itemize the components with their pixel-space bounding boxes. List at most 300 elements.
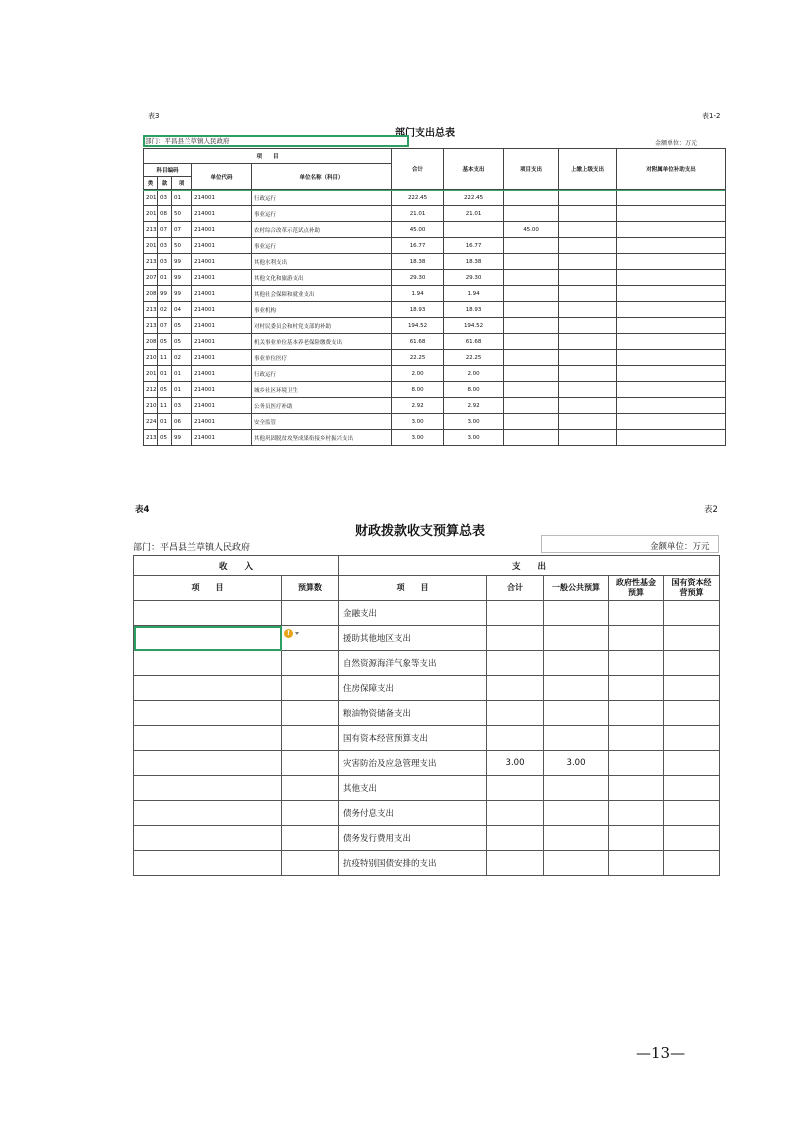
table4-cell-in-project[interactable] [134,801,282,826]
table3-unit: 金额单位：万元 [655,140,698,147]
table3-cell-subsidy[interactable] [617,302,726,318]
table4-row [134,651,720,676]
table3-cell-kuan[interactable]: 01 [158,366,172,382]
table3-header-kuan: 款 [158,177,172,190]
table4-cell-in-budget[interactable] [282,801,339,826]
table3-cell-total[interactable]: 1.94 [392,286,444,302]
table4-cell-in-budget[interactable] [282,851,339,876]
warning-icon[interactable]: ! [284,629,293,638]
table3-row [144,382,726,398]
table3-cell-upper[interactable] [559,254,617,270]
table4-cell-ex-total[interactable] [487,726,544,751]
table3-cell-lei[interactable]: 213 [144,302,158,318]
table3-cell-xiang[interactable]: 50 [172,206,192,222]
table4-cell-in-budget[interactable] [282,651,339,676]
table3-cell-unit-code[interactable]: 214001 [192,254,252,270]
table3-cell-basic[interactable] [444,222,504,238]
table4-cell-ex-total[interactable] [487,826,544,851]
table3-dept: 部门：平昌县兰草镇人民政府 [143,135,409,147]
table3-cell-unit-code[interactable]: 214001 [192,302,252,318]
table3-cell-unit-name[interactable]: 城乡社区环境卫生 [252,382,392,398]
table3-cell-unit-code[interactable]: 214001 [192,430,252,446]
table4-cell-in-budget[interactable] [282,826,339,851]
table3-row [144,366,726,382]
table4-header-ex-general: 一般公共预算 [544,576,609,601]
table3-header-upper: 上缴上级支出 [559,149,617,190]
table3-cell-xiang[interactable]: 99 [172,430,192,446]
table4-title: 财政拨款收支预算总表 [355,524,486,539]
table4-cell-ex-project[interactable]: 住房保障支出 [339,676,487,701]
table3-cell-upper[interactable] [559,286,617,302]
table3-header-unit-code: 单位代码 [192,164,252,190]
table3-cell-subsidy[interactable] [617,222,726,238]
table3-cell-upper[interactable] [559,302,617,318]
table3-cell-basic[interactable]: 18.93 [444,302,504,318]
table3-row [144,398,726,414]
table3-cell-lei[interactable]: 208 [144,334,158,350]
table4-cell-ex-general[interactable] [544,801,609,826]
table3-cell-unit-name[interactable]: 其他巩固脱贫攻坚成果衔接乡村振兴支出 [252,430,392,446]
table4-cell-in-budget[interactable] [282,701,339,726]
table3-cell-subsidy[interactable] [617,334,726,350]
table3-cell-kuan[interactable]: 01 [158,414,172,430]
table3-cell-total[interactable]: 21.01 [392,206,444,222]
table4-header-in-budget: 预算数 [282,576,339,601]
table4-header-expense: 支 出 [339,556,720,576]
table4-cell-ex-total[interactable] [487,651,544,676]
table4-cell-ex-fund[interactable] [609,701,664,726]
table3-cell-basic[interactable]: 1.94 [444,286,504,302]
table3-cell-xiang[interactable]: 07 [172,222,192,238]
table4-cell-ex-state[interactable] [664,651,720,676]
table3-cell-subsidy[interactable] [617,414,726,430]
table4-cell-ex-project[interactable]: 债务发行费用支出 [339,826,487,851]
table3-cell-total[interactable]: 3.00 [392,430,444,446]
table3-cell-unit-code[interactable]: 214001 [192,286,252,302]
table3-cell-unit-name[interactable]: 事业机构 [252,302,392,318]
table3-cell-kuan[interactable]: 07 [158,318,172,334]
table3-cell-project-exp[interactable] [504,398,559,414]
table3-cell-project-exp[interactable] [504,430,559,446]
table3-cell-lei[interactable]: 224 [144,414,158,430]
table4-cell-ex-general[interactable] [544,651,609,676]
table4-cell-ex-fund[interactable] [609,826,664,851]
table4-cell-in-project[interactable] [134,601,282,626]
table4-cell-ex-state[interactable] [664,626,720,651]
table3-cell-total[interactable]: 18.38 [392,254,444,270]
table3-cell-project-exp[interactable] [504,286,559,302]
table3-cell-project-exp[interactable]: 45.00 [504,222,559,238]
table3-cell-total[interactable]: 16.77 [392,238,444,254]
table3-cell-subsidy[interactable] [617,318,726,334]
table4-header-income: 收 入 [134,556,339,576]
table3-cell-basic[interactable]: 29.30 [444,270,504,286]
table3-cell-project-exp[interactable] [504,366,559,382]
table4-cell-ex-project[interactable]: 灾害防治及应急管理支出 [339,751,487,776]
table3-cell-basic[interactable]: 3.00 [444,430,504,446]
table3-cell-project-exp[interactable] [504,334,559,350]
table3-cell-basic[interactable]: 21.01 [444,206,504,222]
table3-cell-total[interactable]: 29.30 [392,270,444,286]
table4-cell-ex-general[interactable] [544,851,609,876]
table4-cell-ex-total[interactable] [487,601,544,626]
table4-cell-ex-project[interactable]: 债务付息支出 [339,801,487,826]
table3-cell-unit-name[interactable]: 安全监管 [252,414,392,430]
table3-label-right: 表1-2 [702,112,721,120]
table4-cell-ex-fund[interactable] [609,626,664,651]
table4-cell-ex-fund[interactable] [609,751,664,776]
table3-cell-lei[interactable]: 213 [144,318,158,334]
table3-row [144,318,726,334]
table4-label-left: 表4 [135,505,150,515]
table3-cell-lei[interactable]: 208 [144,286,158,302]
table4-cell-in-project[interactable] [134,851,282,876]
table3-cell-unit-name[interactable]: 事业单位医疗 [252,350,392,366]
table3-cell-total[interactable]: 8.00 [392,382,444,398]
table3-cell-total[interactable]: 2.00 [392,366,444,382]
table4-cell-in-project[interactable] [134,701,282,726]
table3-cell-xiang[interactable]: 50 [172,238,192,254]
table3-cell-subsidy[interactable] [617,398,726,414]
table4-cell-ex-total[interactable] [487,801,544,826]
table4-cell-ex-fund[interactable] [609,726,664,751]
table3-cell-total[interactable]: 2.92 [392,398,444,414]
table3-cell-upper[interactable] [559,222,617,238]
table4-cell-in-project[interactable] [134,776,282,801]
table3-header-lei: 类 [144,177,158,190]
table3-cell-subsidy[interactable] [617,366,726,382]
table3-cell-subsidy[interactable] [617,430,726,446]
table3-cell-upper[interactable] [559,414,617,430]
table3-cell-project-exp[interactable] [504,270,559,286]
table4-cell-ex-project[interactable]: 粮油物资储备支出 [339,701,487,726]
table4-cell-ex-total[interactable] [487,851,544,876]
table3-cell-upper[interactable] [559,350,617,366]
table3-cell-unit-code[interactable]: 214001 [192,318,252,334]
table3-green-guide [143,190,725,191]
table3-cell-kuan[interactable]: 03 [158,238,172,254]
table3-cell-kuan[interactable]: 03 [158,190,172,206]
table3-cell-lei[interactable]: 213 [144,254,158,270]
table3 [143,148,726,446]
table3-cell-xiang[interactable]: 02 [172,350,192,366]
table4-cell-ex-general[interactable] [544,701,609,726]
table3-cell-unit-name[interactable]: 其他水利支出 [252,254,392,270]
table3-cell-unit-code[interactable]: 214001 [192,382,252,398]
table3-cell-total[interactable]: 18.93 [392,302,444,318]
table3-cell-upper[interactable] [559,382,617,398]
table3-cell-unit-code[interactable]: 214001 [192,222,252,238]
table4-cell-ex-general[interactable] [544,826,609,851]
table4-cell-in-project[interactable] [134,726,282,751]
table4-cell-ex-total[interactable] [487,701,544,726]
dropdown-arrow-icon[interactable] [295,632,299,635]
table4-cell-ex-general[interactable] [544,726,609,751]
table3-cell-xiang[interactable]: 01 [172,382,192,398]
table3-row [144,238,726,254]
table3-cell-unit-name[interactable]: 机关事业单位基本养老保险缴费支出 [252,334,392,350]
table3-cell-lei[interactable]: 201 [144,206,158,222]
table3-cell-unit-name[interactable]: 对村民委员会和村党支部的补助 [252,318,392,334]
table4-cell-ex-state[interactable] [664,676,720,701]
table3-cell-unit-name[interactable]: 其他文化和旅游支出 [252,270,392,286]
table4-cell-ex-fund[interactable] [609,776,664,801]
table3-row [144,302,726,318]
table4-row [134,626,720,651]
table3-header-project: 项 目 [144,149,392,164]
table3-cell-xiang[interactable]: 01 [172,366,192,382]
table4-cell-ex-project[interactable]: 援助其他地区支出 [339,626,487,651]
table3-cell-total[interactable]: 22.25 [392,350,444,366]
table3-cell-basic[interactable]: 2.00 [444,366,504,382]
table3-header-project-exp: 项目支出 [504,149,559,190]
table3-cell-basic[interactable]: 194.52 [444,318,504,334]
table4-header-ex-fund: 政府性基金预算 [609,576,664,601]
table4-cell-ex-state[interactable] [664,601,720,626]
table3-cell-basic[interactable]: 222.45 [444,190,504,206]
table3-cell-unit-code[interactable]: 214001 [192,206,252,222]
page-number: —13— [636,1044,686,1062]
table3-cell-total[interactable]: 222.45 [392,190,444,206]
table4-header-ex-state: 国有资本经营预算 [664,576,720,601]
table4-row [134,801,720,826]
table4-dept: 部门：平昌县兰草镇人民政府 [133,543,251,553]
table3-cell-basic[interactable]: 16.77 [444,238,504,254]
table3-cell-basic[interactable]: 18.38 [444,254,504,270]
table3-cell-basic[interactable]: 3.00 [444,414,504,430]
table3-cell-project-exp[interactable] [504,254,559,270]
table3-cell-kuan[interactable]: 01 [158,270,172,286]
table3-cell-unit-code[interactable]: 214001 [192,366,252,382]
table3-cell-kuan[interactable]: 05 [158,382,172,398]
table4-cell-ex-fund[interactable] [609,851,664,876]
table3-header-xiang: 项 [172,177,192,190]
table3-cell-unit-name[interactable]: 行政运行 [252,190,392,206]
table3-cell-upper[interactable] [559,366,617,382]
table3-cell-unit-name[interactable]: 事业运行 [252,206,392,222]
table3-cell-lei[interactable]: 201 [144,238,158,254]
table3-row [144,350,726,366]
table3-row [144,270,726,286]
table4-cell-ex-project[interactable]: 金融支出 [339,601,487,626]
table3-header-total: 合计 [392,149,444,190]
table3-cell-kuan[interactable]: 05 [158,334,172,350]
table4-row [134,601,720,626]
table3-cell-unit-code[interactable]: 214001 [192,350,252,366]
table3-cell-kuan[interactable]: 99 [158,286,172,302]
table3-cell-unit-code[interactable]: 214001 [192,334,252,350]
table4-row [134,701,720,726]
table3-cell-xiang[interactable]: 05 [172,334,192,350]
table3-cell-lei[interactable]: 207 [144,270,158,286]
table4-row [134,676,720,701]
table4-cell-ex-state[interactable] [664,801,720,826]
table4-row [134,726,720,751]
table3-cell-unit-code[interactable]: 214001 [192,238,252,254]
table4-cell-ex-general[interactable] [544,601,609,626]
table3-cell-upper[interactable] [559,270,617,286]
table4-cell-in-project[interactable] [134,651,282,676]
table3-cell-project-exp[interactable] [504,414,559,430]
table3-cell-subsidy[interactable] [617,238,726,254]
table3-cell-lei[interactable]: 213 [144,222,158,238]
table4-cell-ex-state[interactable] [664,851,720,876]
table4-row [134,826,720,851]
table3-cell-subsidy[interactable] [617,286,726,302]
table3-cell-total[interactable]: 3.00 [392,414,444,430]
table3-row [144,206,726,222]
table3-cell-lei[interactable]: 201 [144,366,158,382]
table4-cell-in-budget[interactable] [282,726,339,751]
table3-cell-project-exp[interactable] [504,302,559,318]
table4-cell-ex-total[interactable] [487,676,544,701]
table4-cell-ex-total[interactable] [487,776,544,801]
table3-cell-xiang[interactable]: 06 [172,414,192,430]
table3-cell-lei[interactable]: 212 [144,382,158,398]
table4-cell-ex-fund[interactable] [609,651,664,676]
table3-cell-xiang[interactable]: 99 [172,254,192,270]
table3-cell-subsidy[interactable] [617,382,726,398]
table4-cell-ex-general[interactable] [544,776,609,801]
table4-row [134,751,720,776]
table3-cell-kuan[interactable]: 11 [158,350,172,366]
table3-cell-xiang[interactable]: 01 [172,190,192,206]
table3-cell-upper[interactable] [559,190,617,206]
table3-cell-xiang[interactable]: 03 [172,398,192,414]
table4-cell-in-budget[interactable] [282,751,339,776]
table4-cell-in-budget[interactable] [282,676,339,701]
table4-cell-ex-total[interactable]: 3.00 [487,751,544,776]
table3-cell-upper[interactable] [559,430,617,446]
table3-cell-upper[interactable] [559,334,617,350]
table3-cell-upper[interactable] [559,318,617,334]
table3-cell-project-exp[interactable] [504,318,559,334]
table4-cell-ex-total[interactable] [487,626,544,651]
table3-header-subsidy: 对附属单位补助支出 [617,149,726,190]
table3-cell-project-exp[interactable] [504,190,559,206]
table3-header-unit-name: 单位名称（科目） [252,164,392,190]
table3-row [144,430,726,446]
table3-cell-upper[interactable] [559,398,617,414]
table3-cell-unit-code[interactable]: 214001 [192,398,252,414]
table3-cell-basic[interactable]: 2.92 [444,398,504,414]
table3-cell-upper[interactable] [559,238,617,254]
table4-cell-in-project[interactable] [134,751,282,776]
table3-cell-xiang[interactable]: 99 [172,286,192,302]
table3-cell-lei[interactable]: 210 [144,350,158,366]
table3-cell-project-exp[interactable] [504,238,559,254]
table3-cell-unit-name[interactable]: 行政运行 [252,366,392,382]
table4-cell-ex-general[interactable]: 3.00 [544,751,609,776]
table3-cell-total[interactable]: 61.68 [392,334,444,350]
table3-cell-basic[interactable]: 22.25 [444,350,504,366]
table3-cell-basic[interactable]: 61.68 [444,334,504,350]
table3-cell-xiang[interactable]: 05 [172,318,192,334]
table4-cell-ex-project[interactable]: 抗疫特别国债安排的支出 [339,851,487,876]
table3-label-left: 表3 [148,112,160,120]
table4-cell-ex-state[interactable] [664,701,720,726]
table4-row [134,851,720,876]
table3-row [144,254,726,270]
table3-cell-kuan[interactable]: 08 [158,206,172,222]
table3-cell-xiang[interactable]: 99 [172,270,192,286]
table3-cell-kuan[interactable]: 03 [158,254,172,270]
table3-cell-unit-name[interactable]: 事业运行 [252,238,392,254]
table3-cell-basic[interactable]: 8.00 [444,382,504,398]
table4-cell-ex-fund[interactable] [609,601,664,626]
table3-cell-lei[interactable]: 201 [144,190,158,206]
table3-header-code-group: 科目编码 [144,164,192,177]
table4-cell-ex-fund[interactable] [609,676,664,701]
table4-row [134,776,720,801]
table4-cell-ex-general[interactable] [544,626,609,651]
table3-cell-kuan[interactable]: 05 [158,430,172,446]
table3-cell-xiang[interactable]: 04 [172,302,192,318]
table3-cell-kuan[interactable]: 02 [158,302,172,318]
table3-cell-unit-name[interactable]: 其他社会保障和就业支出 [252,286,392,302]
table3-cell-unit-name[interactable]: 公务员医疗补助 [252,398,392,414]
table3-cell-kuan[interactable]: 07 [158,222,172,238]
table4-cell-ex-state[interactable] [664,726,720,751]
table3-cell-project-exp[interactable] [504,382,559,398]
table3-cell-unit-name[interactable]: 农村综合改革示范试点补助 [252,222,392,238]
table3-row [144,286,726,302]
table3-cell-lei[interactable]: 213 [144,430,158,446]
table4-cell-ex-project[interactable]: 国有资本经营预算支出 [339,726,487,751]
table3-row [144,190,726,206]
table3-row [144,222,726,238]
table3-cell-subsidy[interactable] [617,350,726,366]
table4-cell-in-project[interactable] [134,826,282,851]
table3-cell-total[interactable]: 45.00 [392,222,444,238]
table4-cell-ex-state[interactable] [664,826,720,851]
table3-cell-unit-code[interactable]: 214001 [192,270,252,286]
table3-cell-total[interactable]: 194.52 [392,318,444,334]
table3-cell-unit-code[interactable]: 214001 [192,414,252,430]
table3-row [144,414,726,430]
table3-cell-subsidy[interactable] [617,270,726,286]
table4-cell-in-budget[interactable] [282,776,339,801]
table4-cell-in-project[interactable] [134,676,282,701]
table3-cell-upper[interactable] [559,206,617,222]
table4-cell-in-budget[interactable] [282,601,339,626]
table3-cell-project-exp[interactable] [504,350,559,366]
table4-cell-ex-project[interactable]: 自然资源海洋气象等支出 [339,651,487,676]
table4-cell-ex-project[interactable]: 其他支出 [339,776,487,801]
table4 [133,555,720,876]
table4-cell-ex-state[interactable] [664,776,720,801]
table3-cell-subsidy[interactable] [617,254,726,270]
table4-header-in-project: 项 目 [134,576,282,601]
table3-header-basic: 基本支出 [444,149,504,190]
table3-cell-subsidy[interactable] [617,190,726,206]
table4-cell-ex-general[interactable] [544,676,609,701]
table4-label-right: 表2 [704,505,718,515]
table3-cell-unit-code[interactable]: 214001 [192,190,252,206]
table4-unit: 金额单位：万元 [650,542,710,552]
table4-header-ex-project: 项 目 [339,576,487,601]
table3-cell-kuan[interactable]: 11 [158,398,172,414]
table3-cell-lei[interactable]: 210 [144,398,158,414]
table3-row [144,334,726,350]
table4-cell-ex-state[interactable] [664,751,720,776]
table4-cell-ex-fund[interactable] [609,801,664,826]
table3-cell-subsidy[interactable] [617,206,726,222]
table4-cell-in-project[interactable] [134,626,282,651]
table3-title: 部门支出总表 [395,128,455,139]
table3-cell-project-exp[interactable] [504,206,559,222]
table4-header-ex-total: 合计 [487,576,544,601]
